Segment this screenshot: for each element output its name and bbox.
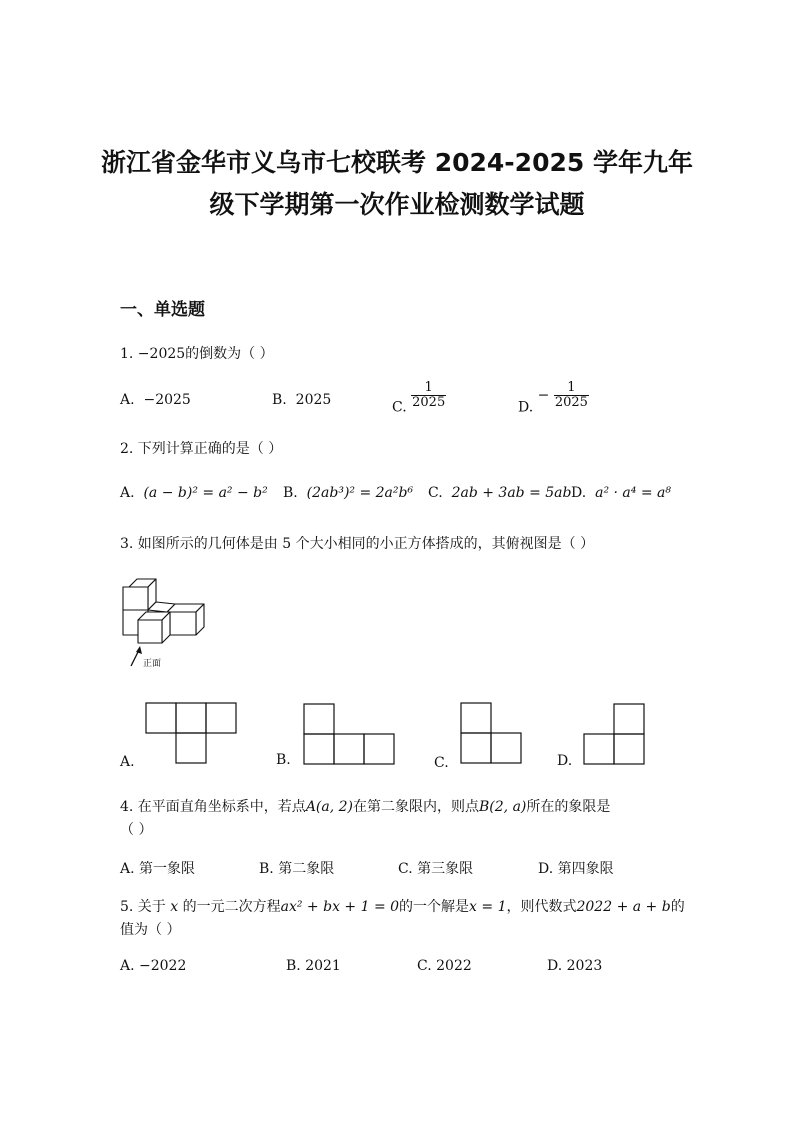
option-value: −2025 [143,392,191,408]
option-value: 2021 [305,958,341,974]
option-value: 第四象限 [557,861,614,877]
grid-square [206,703,236,733]
q3-option-b-grid[interactable] [303,703,395,767]
option-label: A. [120,958,135,974]
isometric-cubes-figure [118,576,218,671]
option-value: 第二象限 [278,861,335,877]
q3-option-a-grid[interactable] [145,702,237,766]
stem-text: 的一元二次方程 [182,899,281,915]
q1-option-b[interactable] [272,392,331,408]
grid-square [461,733,491,763]
q3-option-a-label[interactable]: A. [120,754,135,770]
stem-text: 所在的象限是 [526,799,611,815]
option-label: B. [283,485,298,501]
section-heading-single-choice: 一、单选题 [120,300,205,320]
document-title-line2: 级下学期第一次作业检测数学试题 [209,190,585,219]
stem-text: 的一个解是 [399,899,470,915]
q5-option-a[interactable] [120,958,186,974]
minus-sign: − [537,387,550,404]
q4-option-c[interactable] [398,858,473,878]
option-value: 2022 [436,958,472,974]
grid-square [304,704,334,734]
fraction-denominator: 2025 [554,395,588,410]
question-4-stem [120,796,610,816]
option-label: C. [398,861,413,877]
q4-option-b[interactable] [259,858,334,878]
q1-option-a[interactable] [120,392,191,408]
question-5-stem-line2: 值为（ ） [120,922,181,938]
stem-text: 在第二象限内，则点 [353,799,480,815]
cube-face [170,612,196,635]
option-label: D. [518,399,534,416]
q2-option-b[interactable] [283,485,413,501]
fraction-numerator: 1 [411,381,446,396]
question-2-stem: 2. 下列计算正确的是（ ） [120,441,283,457]
q3-option-c-grid[interactable] [460,702,524,766]
grid-square [304,734,334,764]
q3-option-c-label[interactable]: C. [434,755,449,771]
expression: 2022 + a + b [576,899,671,915]
option-value: 第三象限 [417,861,474,877]
option-label: D. [547,958,563,974]
q3-option-d-label[interactable]: D. [557,753,573,769]
option-value: 第一象限 [139,861,196,877]
option-label: B. [286,958,301,974]
point-a: A(a, 2) [305,799,354,815]
q3-option-d-grid[interactable] [583,703,647,767]
q5-option-d[interactable] [547,958,602,974]
option-value: (a − b)² = a² − b² [143,485,268,501]
option-label: D. [571,485,587,501]
grid-square [584,734,614,764]
question-5-stem [120,896,685,916]
stem-text: ，则代数式 [506,899,577,915]
grid-square [614,734,644,764]
question-1-stem: 1. −2025的倒数为（ ） [120,346,274,362]
question-3-stem: 3. 如图所示的几何体是由 5 个大小相同的小正方体搭成的，其俯视图是（ ） [120,536,595,552]
q5-option-c[interactable] [417,958,472,974]
option-value: 2025 [295,392,332,408]
grid-square [176,703,206,733]
option-label: B. [259,861,274,877]
q4-option-a[interactable] [120,858,195,878]
q1-option-d[interactable] [518,381,589,416]
option-label: C. [417,958,432,974]
option-value: a² · a⁴ = a⁸ [595,485,671,501]
question-4-stem-line2: （ ） [120,822,153,838]
option-value: 2023 [566,958,603,974]
q5-option-b[interactable] [286,958,341,974]
fraction-numerator: 1 [554,381,589,396]
option-label: A. [120,392,135,408]
q4-option-d[interactable] [538,858,614,878]
grid-square [334,734,364,764]
point-b: B(2, a) [479,799,527,815]
stem-text: 5. 关于 [120,899,166,915]
stem-text: 的 [670,899,685,915]
grid-square [614,704,644,734]
variable-x: x [170,899,179,915]
fraction [554,381,589,410]
fraction-denominator: 2025 [412,395,446,410]
fraction [411,381,446,410]
cube-face [138,620,162,643]
option-label: A. [120,485,135,501]
option-value: 2ab + 3ab = 5ab [451,485,572,501]
option-label: A. [120,861,135,877]
q2-option-a[interactable] [120,485,268,501]
grid-square [364,734,394,764]
option-label: C. [428,485,443,501]
q3-option-b-label[interactable]: B. [276,752,291,768]
option-value: (2ab³)² = 2a²b⁶ [306,485,414,501]
front-label: 正面 [143,659,162,669]
q1-option-c[interactable] [392,381,446,416]
grid-square [491,733,521,763]
grid-square [176,733,206,763]
document-title-line1: 浙江省金华市义乌市七校联考 2024-2025 学年九年 [101,148,693,177]
option-label: C. [392,399,407,416]
option-label: D. [538,861,554,877]
grid-square [461,703,491,733]
q2-option-d[interactable] [571,485,671,501]
option-label: B. [272,392,287,408]
stem-text: 4. 在平面直角坐标系中，若点 [120,799,306,815]
cube-face [123,587,148,610]
equation: ax² + bx + 1 = 0 [280,899,400,915]
option-value: −2022 [139,958,187,974]
grid-square [146,703,176,733]
solution: x = 1 [469,899,507,915]
q2-option-c[interactable] [428,485,572,501]
